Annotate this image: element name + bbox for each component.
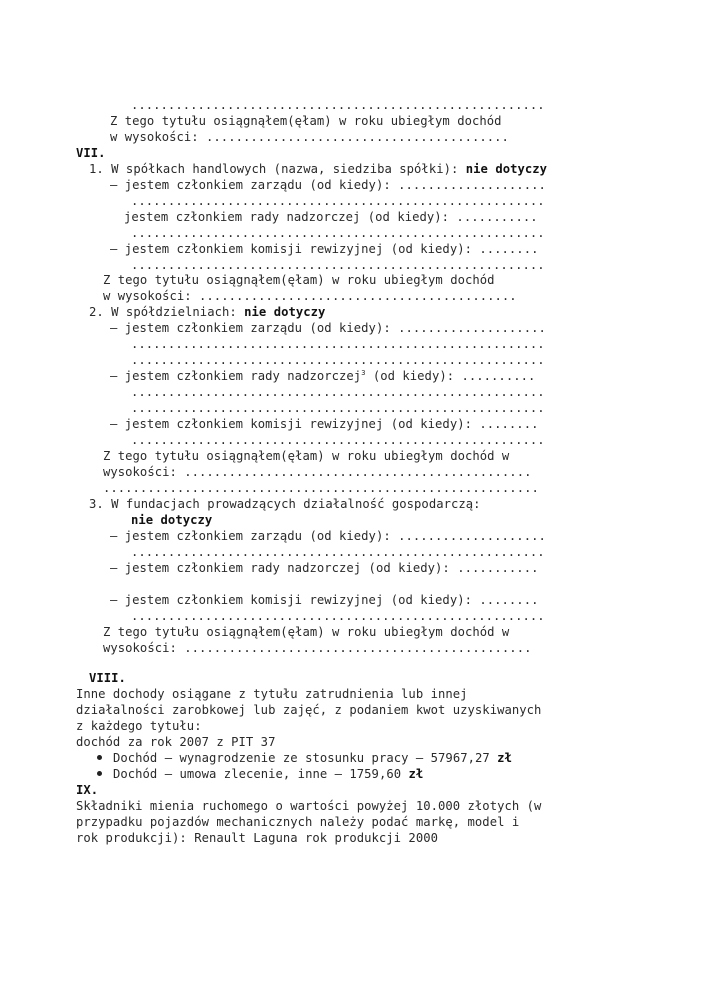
dotted-fill-line: ........................................................ [131, 401, 545, 415]
income-item-text: Dochód – umowa zlecenie, inne – 1759,60 [113, 767, 409, 781]
dotted-fill-line: ........................................................ [131, 353, 545, 367]
income-amount-line: wysokości: ............................................... [103, 641, 532, 655]
supervisory-board-line: – jestem członkiem rady nadzorczej (od kiedy): ........... [110, 561, 539, 575]
cooperatives-intro: 2. W spółdzielniach: [89, 305, 245, 319]
other-income-line: z każdego tytułu: [76, 719, 202, 733]
tax-year-line: dochód za rok 2007 z PIT 37 [76, 735, 276, 749]
income-item [97, 750, 512, 766]
income-item [97, 766, 423, 782]
commercial-companies-intro: 1. W spółkach handlowych (nazwa, siedziba spółki): [89, 162, 466, 176]
currency-unit: zł [497, 751, 512, 765]
cooperatives-status: nie dotyczy [244, 305, 326, 319]
audit-committee-line: – jestem członkiem komisji rewizyjnej (od kiedy): ........ [110, 417, 539, 431]
section-ix-header: IX. [76, 783, 99, 797]
footnote-marker: 3 [361, 368, 366, 377]
supervisory-board-date: (od kiedy): .......... [365, 369, 536, 383]
movable-property-line: rok produkcji): Renault Laguna rok produkcji 2000 [76, 831, 438, 845]
board-member-line: – jestem członkiem zarządu (od kiedy): .................... [110, 529, 546, 543]
movable-property-line: Składniki mienia ruchomego o wartości powyżej 10.000 złotych (w [76, 799, 542, 813]
foundations-line: 3. W fundacjach prowadzących działalność gospodarczą: [89, 497, 481, 511]
commercial-companies-line [89, 161, 547, 177]
dotted-fill-line: ........................................................ [131, 98, 545, 112]
income-statement-line: Z tego tytułu osiągnąłem(ęłam) w roku ubiegłym dochód w [103, 449, 510, 463]
commercial-companies-status: nie dotyczy [465, 162, 548, 176]
board-member-line: – jestem członkiem zarządu (od kiedy): .................... [110, 321, 546, 335]
dotted-fill-line: ........................................................ [131, 545, 545, 559]
dotted-fill-line: ........................................................ [131, 226, 545, 240]
section-vii-header: VII. [76, 146, 106, 160]
dotted-fill-line: ........................................................ [131, 337, 545, 351]
other-income-line: Inne dochody osiągane z tytułu zatrudnienia lub innej [76, 687, 468, 701]
audit-committee-line: – jestem członkiem komisji rewizyjnej (od kiedy): ........ [110, 242, 539, 256]
dotted-fill-line: ........................................................ [131, 385, 545, 399]
income-amount-line: wysokości: ............................................... [103, 465, 532, 479]
currency-unit: zł [408, 767, 424, 781]
supervisory-board-line: jestem członkiem rady nadzorczej (od kiedy): ........... [124, 210, 538, 224]
income-amount-line: w wysokości: ........................................... [103, 289, 517, 303]
income-statement-line: Z tego tytułu osiągnąłem(ęłam) w roku ubiegłym dochód [110, 114, 502, 128]
movable-property-line: przypadku pojazdów mechanicznych należy podać markę, model i [76, 815, 520, 829]
bullet-icon [97, 755, 102, 760]
income-amount-line: w wysokości: ......................................... [110, 130, 509, 144]
foundations-status: nie dotyczy [131, 513, 213, 527]
cooperatives-line [89, 304, 325, 320]
income-statement-line: Z tego tytułu osiągnąłem(ęłam) w roku ubiegłym dochód [103, 273, 495, 287]
dotted-fill-line: ........................................................ [131, 609, 545, 623]
bullet-icon [97, 771, 102, 776]
supervisory-board-line [110, 368, 535, 384]
dotted-fill-line: ........................................................... [103, 481, 539, 495]
dotted-fill-line: ........................................................ [131, 194, 545, 208]
income-statement-line: Z tego tytułu osiągnąłem(ęłam) w roku ubiegłym dochód w [103, 625, 510, 639]
dotted-fill-line: ........................................................ [131, 258, 545, 272]
supervisory-board-label: – jestem członkiem rady nadzorczej [110, 369, 362, 383]
board-member-line: – jestem członkiem zarządu (od kiedy): .................... [110, 178, 546, 192]
section-viii-header: VIII. [89, 671, 126, 685]
dotted-fill-line: ........................................................ [131, 433, 545, 447]
audit-committee-line: – jestem członkiem komisji rewizyjnej (od kiedy): ........ [110, 593, 539, 607]
other-income-line: działalności zarobkowej lub zajęć, z podaniem kwot uzyskiwanych [76, 703, 542, 717]
income-item-text: Dochód – wynagrodzenie ze stosunku pracy – 57967,27 [113, 751, 498, 765]
